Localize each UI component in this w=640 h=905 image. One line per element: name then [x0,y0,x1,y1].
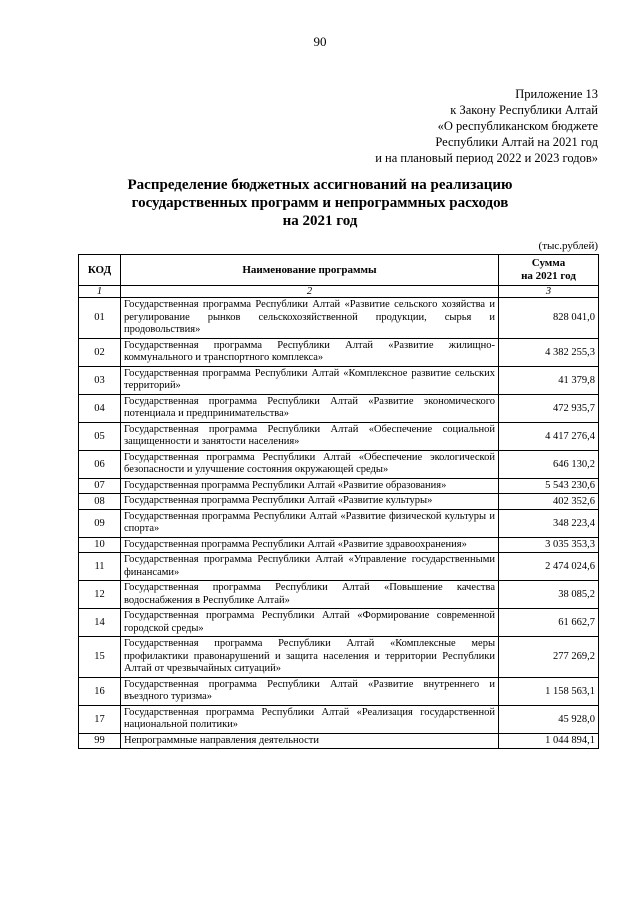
header-code: КОД [79,255,121,286]
row-name: Государственная программа Республики Алтай «Формирование современной городской среды» [121,609,499,637]
appendix-line: Приложение 13 [515,87,598,101]
table-row [79,733,599,749]
header-sum-line: на 2021 год [521,270,576,282]
row-code: 17 [79,705,121,733]
table-row [79,537,599,553]
appendix-line: Республики Алтай на 2021 год [435,135,598,149]
row-code: 11 [79,553,121,581]
table-row [79,450,599,478]
row-code: 03 [79,366,121,394]
row-sum: 45 928,0 [499,705,599,733]
table-row [79,338,599,366]
row-code: 16 [79,677,121,705]
row-name: Государственная программа Республики Алтай «Развитие здравоохранения» [121,537,499,553]
row-name: Государственная программа Республики Алтай «Развитие сельского хозяйства и регулирование рынков сельскохозяйственной продукции, сырья и продовольствия» [121,298,499,339]
row-name: Государственная программа Республики Алтай «Развитие жилищно-коммунального и транспортного комплекса» [121,338,499,366]
column-number: 2 [121,286,499,298]
row-name: Государственная программа Республики Алтай «Комплексные меры профилактики правонарушений и защита населения и территории Республики Алтай от чрезвычайных ситуаций» [121,637,499,678]
row-code: 10 [79,537,121,553]
row-name: Государственная программа Республики Алтай «Развитие культуры» [121,494,499,510]
row-code: 01 [79,298,121,339]
table-row [79,298,599,339]
column-number: 1 [79,286,121,298]
document-title [70,176,570,230]
row-code: 14 [79,609,121,637]
row-code: 08 [79,494,121,510]
row-sum: 61 662,7 [499,609,599,637]
row-name: Государственная программа Республики Алтай «Повышение качества водоснабжения в Республике Алтай» [121,581,499,609]
row-name: Государственная программа Республики Алтай «Развитие внутреннего и въездного туризма» [121,677,499,705]
title-line: Распределение бюджетных ассигнований на реализацию [127,177,513,193]
table-row [79,609,599,637]
table-row [79,637,599,678]
row-sum: 1 158 563,1 [499,677,599,705]
table-row [79,394,599,422]
row-sum: 472 935,7 [499,394,599,422]
table-row [79,509,599,537]
row-sum: 646 130,2 [499,450,599,478]
appendix-line: «О республиканском бюджете [437,119,598,133]
row-name: Непрограммные направления деятельности [121,733,499,749]
row-sum: 38 085,2 [499,581,599,609]
table-row [79,494,599,510]
header-sum [499,255,599,286]
table-header-row [79,255,599,286]
appendix-header [375,86,598,166]
row-code: 99 [79,733,121,749]
appendix-line: и на плановый период 2022 и 2023 годов» [375,151,598,165]
table-row [79,705,599,733]
table-row [79,422,599,450]
row-sum: 828 041,0 [499,298,599,339]
row-sum: 277 269,2 [499,637,599,678]
row-sum: 1 044 894,1 [499,733,599,749]
row-code: 04 [79,394,121,422]
row-code: 05 [79,422,121,450]
title-line: на 2021 год [282,213,358,229]
row-name: Государственная программа Республики Алтай «Реализация государственной национальной политики» [121,705,499,733]
row-sum: 41 379,8 [499,366,599,394]
row-sum: 3 035 353,3 [499,537,599,553]
row-sum: 5 543 230,6 [499,478,599,494]
row-sum: 402 352,6 [499,494,599,510]
table-row [79,581,599,609]
row-name: Государственная программа Республики Алтай «Комплексное развитие сельских территорий» [121,366,499,394]
row-sum: 348 223,4 [499,509,599,537]
table-row [79,366,599,394]
row-sum: 4 382 255,3 [499,338,599,366]
row-name: Государственная программа Республики Алтай «Развитие образования» [121,478,499,494]
row-code: 09 [79,509,121,537]
units-label: (тыс.рублей) [538,240,598,252]
table-row [79,677,599,705]
row-name: Государственная программа Республики Алтай «Обеспечение социальной защищенности и занятости населения» [121,422,499,450]
page-number: 90 [313,34,327,49]
row-code: 06 [79,450,121,478]
table-body [79,298,599,749]
row-name: Государственная программа Республики Алтай «Обеспечение экологической безопасности и улучшение состояния окружающей среды» [121,450,499,478]
table-row [79,478,599,494]
row-code: 02 [79,338,121,366]
row-code: 07 [79,478,121,494]
column-number-row [79,286,599,298]
row-code: 15 [79,637,121,678]
row-name: Государственная программа Республики Алтай «Развитие физической культуры и спорта» [121,509,499,537]
column-number: 3 [499,286,599,298]
row-sum: 4 417 276,4 [499,422,599,450]
appendix-line: к Закону Республики Алтай [450,103,598,117]
header-sum-line: Сумма [531,257,566,269]
row-code: 12 [79,581,121,609]
row-sum: 2 474 024,6 [499,553,599,581]
header-name: Наименование программы [121,255,499,286]
programs-table [78,254,599,749]
row-name: Государственная программа Республики Алтай «Управление государственными финансами» [121,553,499,581]
title-line: государственных программ и непрограммных расходов [131,195,509,211]
table-row [79,553,599,581]
row-name: Государственная программа Республики Алтай «Развитие экономического потенциала и предпринимательства» [121,394,499,422]
